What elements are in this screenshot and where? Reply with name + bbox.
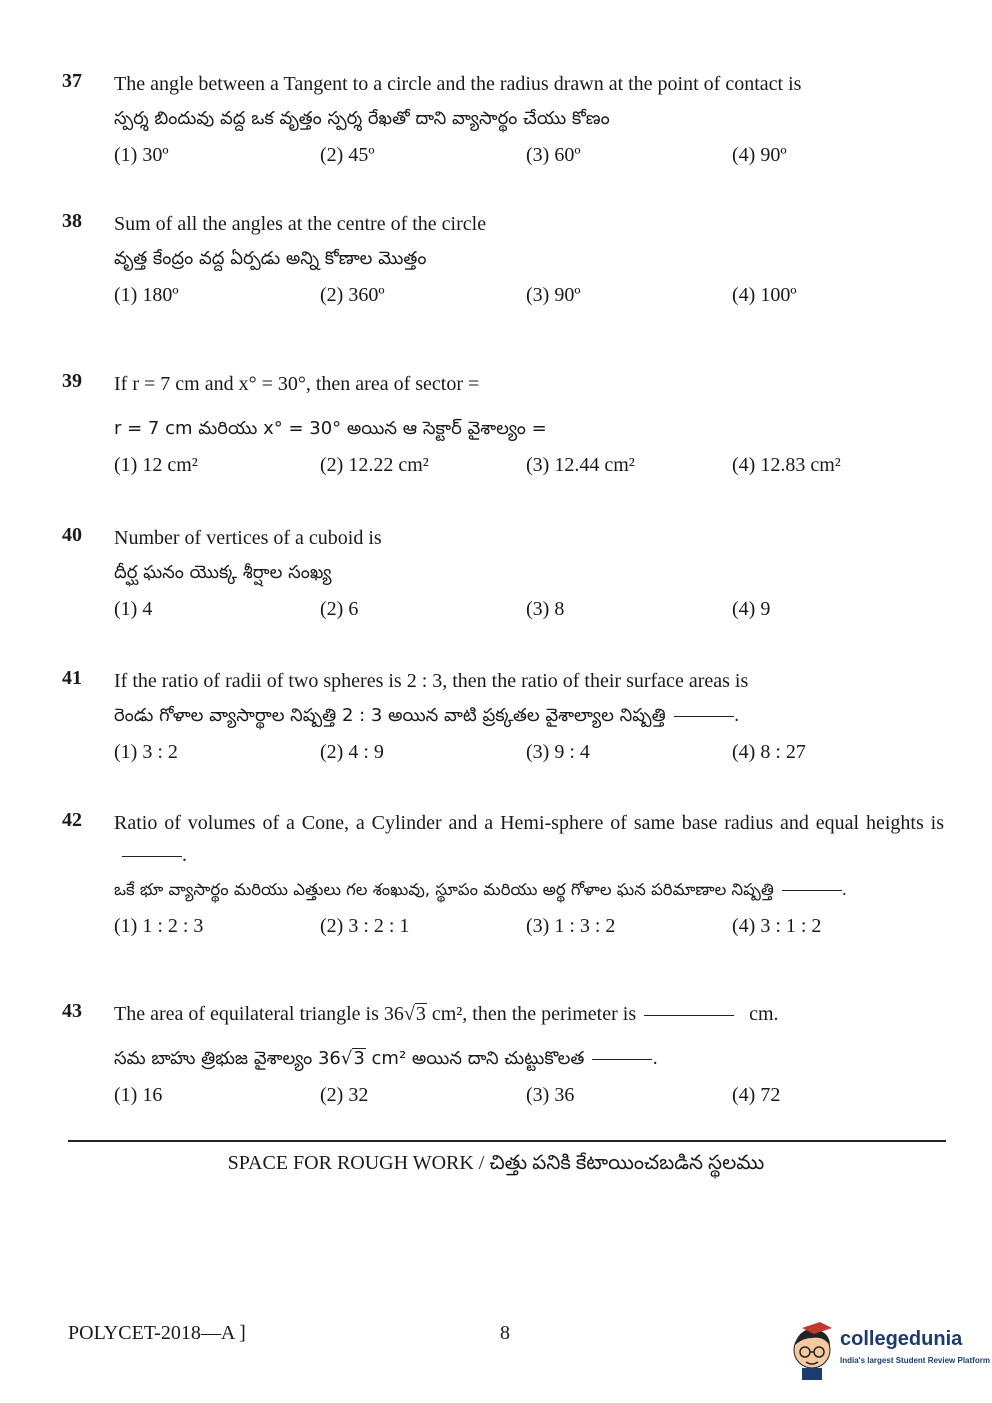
option-3[interactable]: (3) 12.44 cm²	[526, 454, 635, 476]
question-number: 40	[62, 524, 82, 546]
options	[114, 450, 944, 480]
option-1[interactable]: (1) 16	[114, 1084, 163, 1106]
option-4[interactable]: (4) 72	[732, 1084, 781, 1106]
option-4[interactable]: (4) 9	[732, 598, 771, 620]
question-text-english: Ratio of volumes of a Cone, a Cylinder and a Hemi-sphere of same base radius and equal heights is	[114, 812, 944, 834]
question-number: 43	[62, 1000, 82, 1022]
question-text-english: Sum of all the angles at the centre of the circle	[114, 213, 487, 235]
option-4[interactable]: (4) 12.83 cm²	[732, 454, 841, 476]
question-number: 37	[62, 70, 82, 92]
question-text-telugu: స్పర్శ బిందువు వద్ద ఒక వృత్తం స్పర్శ రేఖతో దాని వ్యాసార్థం చేయు కోణం	[114, 108, 610, 129]
question-number: 38	[62, 210, 82, 232]
option-3[interactable]: (3) 9 : 4	[526, 741, 590, 763]
brand-name: collegedunia	[840, 1328, 963, 1350]
option-3[interactable]: (3) 8	[526, 598, 565, 620]
option-4[interactable]: (4) 90º	[732, 144, 787, 166]
option-2[interactable]: (2) 360º	[320, 284, 385, 306]
options	[114, 280, 944, 310]
option-1[interactable]: (1) 12 cm²	[114, 454, 198, 476]
question-number: 39	[62, 370, 82, 392]
question-text-telugu: సమ బాహు త్రిభుజ వైశాల్యం 36√3 cm² అయిన దాని చుట్టుకొలత .	[114, 1048, 659, 1069]
option-2[interactable]: (2) 45º	[320, 144, 375, 166]
page-number: 8	[500, 1322, 510, 1344]
option-1[interactable]: (1) 1 : 2 : 3	[114, 915, 204, 937]
options	[114, 594, 944, 624]
option-1[interactable]: (1) 30º	[114, 144, 169, 166]
options	[114, 911, 944, 941]
option-1[interactable]: (1) 4	[114, 598, 153, 620]
question-number: 42	[62, 809, 82, 831]
option-4[interactable]: (4) 8 : 27	[732, 741, 806, 763]
option-3[interactable]: (3) 1 : 3 : 2	[526, 915, 616, 937]
answer-blank	[674, 716, 734, 717]
option-3[interactable]: (3) 36	[526, 1084, 575, 1106]
option-2[interactable]: (2) 4 : 9	[320, 741, 384, 763]
options	[114, 737, 944, 767]
answer-blank	[592, 1059, 652, 1060]
exam-code: POLYCET-2018—A ]	[68, 1322, 246, 1344]
question-text-telugu: దీర్ఘ ఘనం యొక్క శీర్షాల సంఖ్య	[114, 562, 332, 583]
section-divider	[68, 1140, 946, 1142]
option-2[interactable]: (2) 3 : 2 : 1	[320, 915, 410, 937]
option-2[interactable]: (2) 6	[320, 598, 359, 620]
options	[114, 1080, 944, 1110]
option-1[interactable]: (1) 180º	[114, 284, 179, 306]
option-2[interactable]: (2) 12.22 cm²	[320, 454, 429, 476]
option-3[interactable]: (3) 60º	[526, 144, 581, 166]
option-3[interactable]: (3) 90º	[526, 284, 581, 306]
options	[114, 140, 944, 170]
question-text-telugu: వృత్త కేంద్రం వద్ద ఏర్పడు అన్ని కోణాల మొత్తం	[114, 248, 427, 269]
option-2[interactable]: (2) 32	[320, 1084, 369, 1106]
question-text-telugu: ఒకే భూ వ్యాసార్థం మరియు ఎత్తులు గల శంఖువు, స్థూపం మరియు అర్థ గోళాల ఘన పరిమాణాల నిష్పత్తి	[114, 880, 774, 899]
question-text-english: If the ratio of radii of two spheres is 2 : 3, then the ratio of their surface areas is	[114, 670, 749, 692]
brand-logo[interactable]	[790, 1322, 990, 1386]
sqrt-value-telugu: 3	[353, 1048, 365, 1069]
sqrt-value: 3	[415, 1003, 426, 1025]
answer-blank	[122, 856, 182, 857]
question-text-english: If r = 7 cm and x° = 30°, then area of sector =	[114, 373, 480, 395]
question-text-english: Number of vertices of a cuboid is	[114, 527, 382, 549]
option-4[interactable]: (4) 3 : 1 : 2	[732, 915, 822, 937]
question-text-telugu: రెండు గోళాల వ్యాసార్థాల నిష్పత్తి 2 : 3 అయిన వాటి ప్రక్కతల వైశాల్యాల నిష్పత్తి	[114, 705, 666, 726]
rough-work-heading: SPACE FOR ROUGH WORK / చిత్తు పనికి కేటాయించబడిన స్థలము	[227, 1152, 765, 1174]
question-text-english: The area of equilateral triangle is 36√3 cm², then the perimeter is cm.	[114, 1003, 779, 1025]
option-4[interactable]: (4) 100º	[732, 284, 797, 306]
unit-label: cm.	[749, 1003, 779, 1025]
mascot-icon	[790, 1322, 836, 1382]
brand-tagline: India's largest Student Review Platform	[840, 1356, 990, 1365]
option-1[interactable]: (1) 3 : 2	[114, 741, 178, 763]
question-text-telugu: r = 7 cm మరియు x° = 30° అయిన ఆ సెక్టార్ వైశాల్యం =	[114, 418, 547, 439]
answer-blank	[644, 1015, 734, 1016]
question-text-english: The angle between a Tangent to a circle and the radius drawn at the point of contact is	[114, 73, 802, 95]
question-number: 41	[62, 667, 82, 689]
answer-blank	[782, 890, 842, 891]
